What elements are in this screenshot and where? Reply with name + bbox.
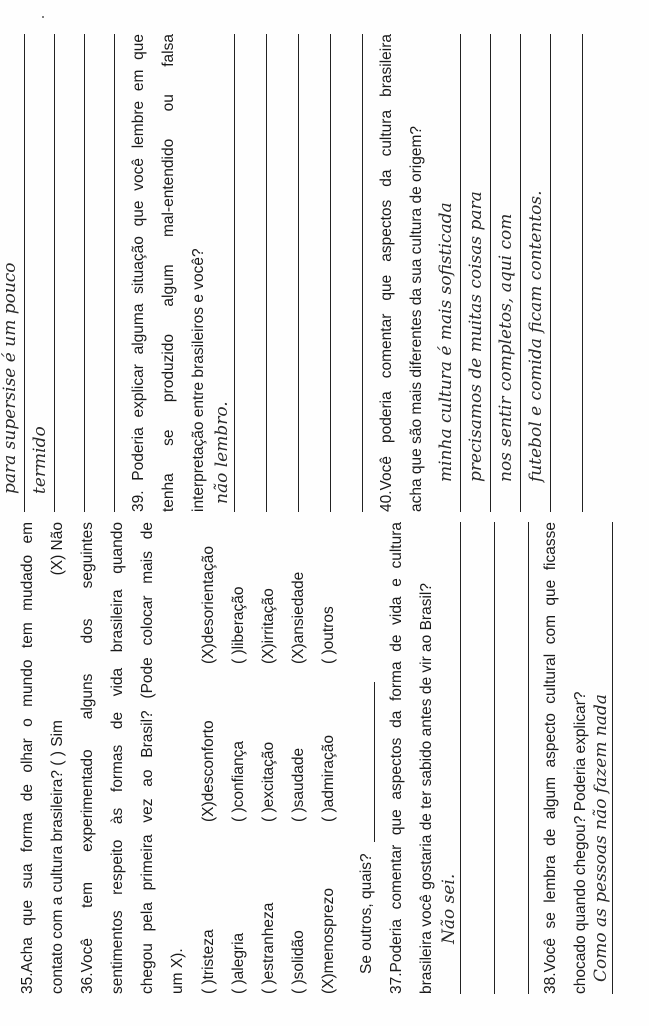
answer-line <box>234 34 235 512</box>
answer-line <box>362 34 363 512</box>
feeling-option: ( )excitação <box>260 741 277 822</box>
q39-line-1: 39. Poderia explicar alguma situação que você lembre em que <box>130 34 147 512</box>
answer-line <box>54 34 55 512</box>
feeling-option: ( )alegria <box>230 932 247 994</box>
feeling-option: ( )solidão <box>290 930 307 994</box>
answer-line <box>550 34 551 512</box>
q36-line-3: chegou pela primeira vez ao Brasil? (Pode colocar mais de <box>139 522 156 994</box>
q36-line-2: sentimentos respeito às formas de vida brasileira quando <box>109 522 126 994</box>
answer-line <box>520 34 521 512</box>
answer-line <box>84 34 85 512</box>
answer-line <box>114 34 115 512</box>
prev-answer-handwriting: termido <box>30 426 50 494</box>
q36-line-1: 36.Você tem experimentado alguns dos seguintes <box>79 522 96 994</box>
feeling-option: (X)irritação <box>260 588 277 664</box>
left-column <box>0 522 649 994</box>
feeling-option: ( )admiração <box>320 735 337 822</box>
answer-line <box>612 522 613 994</box>
answer-line <box>266 34 267 512</box>
feeling-option: ( )liberação <box>230 586 247 664</box>
scan-speck <box>42 16 44 18</box>
feeling-option: ( )outros <box>320 606 337 664</box>
feeling-option: (X)ansiedade <box>290 571 307 664</box>
q40-line-2: acha que são mais diferentes da sua cultura de origem? <box>408 125 425 512</box>
q35-sim-option: contato com a cultura brasileira? ( ) Sim <box>49 720 66 994</box>
q40-handwritten-answer: precisamos de muitas coisas para <box>466 191 486 482</box>
answer-line <box>582 34 583 512</box>
q40-handwritten-answer: minha cultura é mais sofisticada <box>436 202 456 482</box>
feeling-option: ( )estranheza <box>260 902 277 994</box>
q37-handwritten-answer: Não sei. <box>439 873 459 944</box>
answer-line <box>298 34 299 512</box>
q40-handwritten-answer: nos sentir completos, aqui com <box>496 213 516 482</box>
q36-others-label: Se outros, quais? <box>358 853 375 974</box>
q37-line-1: 37.Poderia comentar que aspectos da forma de vida e cultura <box>388 522 405 994</box>
answer-line <box>460 34 461 512</box>
q38-handwritten-answer: Como as pessoas não fazem nada <box>591 694 611 982</box>
q38-line-1: 38.Você se lembra de algum aspecto cultural com que ficasse <box>542 522 559 994</box>
answer-line <box>494 522 495 994</box>
q36-line-4: um X). <box>169 948 186 994</box>
feeling-option: ( )saudade <box>290 747 307 822</box>
q35-line-2 <box>43 522 73 994</box>
feeling-option: ( )tristeza <box>200 929 217 994</box>
q40-handwritten-answer: futebol e comida ficam contentos. <box>526 190 546 482</box>
feeling-option: ( )confiança <box>230 741 247 822</box>
q40-line-1: 40.Você poderia comentar que aspectos da cultura brasileira <box>378 34 395 512</box>
answer-line <box>24 34 25 512</box>
feeling-option: (X)desconforto <box>200 720 217 822</box>
q38-line-2: chocado quando chegou? Poderia explicar? <box>572 691 589 994</box>
q37-line-2: brasileira você gostaria de ter sabido antes de vir ao Brasil? <box>418 583 435 994</box>
q39-line-3: interpretação entre brasileiros e você? <box>190 248 207 512</box>
q35-nao-option: (X) Não <box>49 522 66 576</box>
q39-handwritten-answer: não lembro. <box>212 401 232 504</box>
answer-line <box>528 522 529 994</box>
feeling-option: (X)desorientação <box>200 545 217 664</box>
q35-line-1: 35.Acha que sua forma de olhar o mundo tem mudado em <box>19 522 36 994</box>
q39-line-2: tenha se produzido algum mal-entendido ou falsa <box>160 34 177 512</box>
feeling-option: (X)menosprezo <box>320 888 337 994</box>
right-column <box>0 34 649 512</box>
prev-answer-handwriting: para supersise é um pouco <box>0 262 20 494</box>
answer-line <box>330 34 331 512</box>
q36-others-line <box>374 682 375 842</box>
answer-line <box>490 34 491 512</box>
answer-line <box>460 522 461 994</box>
